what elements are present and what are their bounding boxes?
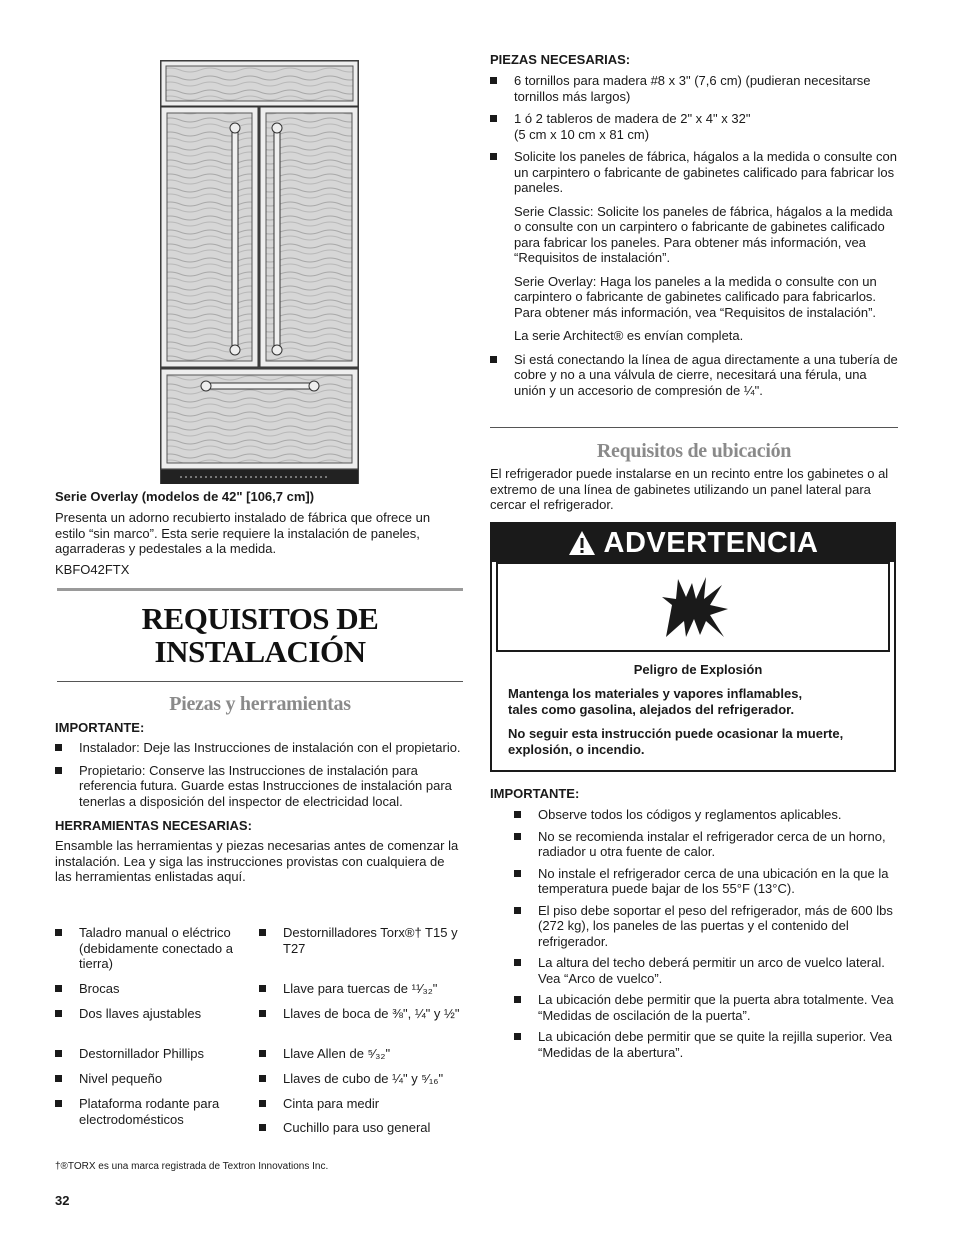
list-item: No se recomienda instalar el refrigerador cerca de un horno, radiador u otra fuente de calor. bbox=[514, 829, 898, 860]
bullet-icon bbox=[514, 959, 521, 966]
serie-classic-text: Serie Classic: Solicite los paneles de fábrica, hágalos a la medida o consulte con un carpintero o fabricante de gabinetes calificado para fabricar los paneles. Para obtener más información, vea “Requisitos de instalación”. bbox=[514, 203, 893, 265]
bullet-icon bbox=[514, 833, 521, 840]
list-item: Destornillador Phillips bbox=[55, 1046, 255, 1071]
warning-line2: tales como gasolina, alejados del refrigerador. bbox=[508, 702, 795, 717]
warning-header-text: ADVERTENCIA bbox=[603, 526, 819, 559]
bullet-icon bbox=[514, 1033, 521, 1040]
warning-line1: Mantenga los materiales y vapores inflamables, bbox=[508, 686, 803, 701]
list-item: Si está conectando la línea de agua directamente a una tubería de cobre y no a una válvula de cierre, necesitará una férula, una unión y un accesorio de compresión de ¼". bbox=[490, 352, 898, 399]
bullet-icon bbox=[55, 744, 62, 751]
list-item: Brocas bbox=[55, 981, 255, 1006]
bullet-icon bbox=[490, 115, 497, 122]
piezas-list bbox=[490, 73, 898, 196]
importante-section bbox=[55, 720, 463, 885]
list-item: Nivel pequeño bbox=[55, 1071, 255, 1096]
warning-header bbox=[492, 524, 894, 562]
list-item: No instale el refrigerador cerca de una ubicación en la que la temperatura puede bajar de los 55°F (13°C). bbox=[514, 866, 898, 897]
importante2-list bbox=[490, 807, 898, 1060]
bullet-icon bbox=[259, 1050, 266, 1057]
list-item: Observe todos los códigos y reglamentos aplicables. bbox=[514, 807, 898, 823]
herramientas-label: HERRAMIENTAS NECESARIAS: bbox=[55, 818, 252, 833]
herramientas-intro: Ensamble las herramientas y piezas necesarias antes de comenzar la instalación. Lea y siga las instrucciones provistas con cualquiera de las herramientas enlistadas aquí. bbox=[55, 838, 459, 884]
list-item: Taladro manual o eléctrico (debidamente conectado a tierra) bbox=[55, 925, 255, 981]
piezas-list-extra bbox=[490, 352, 898, 399]
heading-divider bbox=[490, 427, 898, 428]
list-item: Plataforma rodante para electrodomésticos bbox=[55, 1096, 255, 1127]
bullet-icon bbox=[490, 356, 497, 363]
bullet-icon bbox=[55, 1100, 62, 1107]
warning-box bbox=[490, 522, 896, 772]
list-item: Llaves de cubo de ¼" y ⁵⁄₁₆" bbox=[259, 1071, 464, 1096]
bullet-icon bbox=[259, 1075, 266, 1082]
bullet-icon bbox=[259, 985, 266, 992]
page-title-line1: REQUISITOS DE bbox=[141, 601, 379, 636]
bullet-icon bbox=[259, 1010, 266, 1017]
bullet-icon bbox=[55, 985, 62, 992]
warning-title: Peligro de Explosión bbox=[633, 662, 763, 677]
footnote: †®TORX es una marca registrada de Textron Innovations Inc. bbox=[55, 1161, 329, 1172]
list-item: Llaves de boca de ⅜", ¼" y ½" bbox=[259, 1006, 464, 1046]
importante2-label: IMPORTANTE: bbox=[490, 786, 580, 801]
bullet-icon bbox=[259, 929, 266, 936]
importante2-section bbox=[490, 786, 898, 1060]
warning-text bbox=[508, 662, 888, 758]
heading-divider bbox=[57, 681, 463, 682]
piezas-necesarias-label: PIEZAS NECESARIAS: bbox=[490, 52, 631, 67]
bullet-icon bbox=[55, 1050, 62, 1057]
piezas-herramientas-heading: Piezas y herramientas bbox=[169, 693, 351, 715]
tools-list-left bbox=[55, 925, 255, 1127]
list-item: La ubicación debe permitir que se quite la rejilla superior. Vea “Medidas de la abertura”. bbox=[514, 1029, 898, 1060]
bullet-icon bbox=[55, 929, 62, 936]
bullet-icon bbox=[490, 153, 497, 160]
bullet-icon bbox=[490, 77, 497, 84]
refrigerator-illustration bbox=[160, 60, 360, 485]
bullet-icon bbox=[514, 996, 521, 1003]
bullet-icon bbox=[259, 1124, 266, 1131]
page-number: 32 bbox=[55, 1193, 70, 1208]
tools-list-right bbox=[259, 925, 464, 1136]
explosion-symbol-box bbox=[496, 562, 890, 652]
figure-caption-body: Presenta un adorno recubierto instalado de fábrica que ofrece un estilo “sin marco”. Esta serie requiere la instalación de paneles, agarraderas y pedestales a la medida. bbox=[55, 510, 431, 556]
warning-line3: No seguir esta instrucción puede ocasionar la muerte, explosión, o incendio. bbox=[508, 726, 844, 757]
bullet-icon bbox=[55, 1075, 62, 1082]
bullet-icon bbox=[514, 870, 521, 877]
list-item: Instalador: Deje las Instrucciones de instalación con el propietario. bbox=[55, 740, 463, 756]
list-item: Propietario: Conserve las Instrucciones de instalación para referencia futura. Guarde estas Instrucciones de instalación para tenerlas a disposición del inspector de electricidad local. bbox=[55, 763, 463, 810]
list-item: Destornilladores Torx®† T15 y T27 bbox=[259, 925, 464, 981]
bullet-icon bbox=[259, 1100, 266, 1107]
importante-label: IMPORTANTE: bbox=[55, 720, 145, 735]
serie-architect-text: La serie Architect® es envían completa. bbox=[514, 328, 744, 343]
list-item: Solicite los paneles de fábrica, hágalos a la medida o consulte con un carpintero o fabricante de gabinetes calificado para fabricar los paneles. bbox=[490, 149, 898, 196]
page-title-line2: INSTALACIÓN bbox=[154, 634, 366, 669]
ubicacion-intro: El refrigerador puede instalarse en un recinto entre los gabinetes o al extremo de una línea de gabinetes utilizando un panel lateral para cercar el refrigerador. bbox=[490, 466, 889, 512]
explosion-icon bbox=[660, 575, 730, 639]
ubicacion-heading: Requisitos de ubicación bbox=[596, 440, 792, 462]
list-item: La ubicación debe permitir que la puerta abra totalmente. Vea “Medidas de oscilación de la puerta”. bbox=[514, 992, 898, 1023]
figure-caption-title: Serie Overlay (modelos de 42" [106,7 cm]) bbox=[55, 489, 315, 504]
list-item: 1 ó 2 tableros de madera de 2" x 4" x 32" (5 cm x 10 cm x 81 cm) bbox=[490, 111, 898, 142]
list-item: Llave para tuercas de ¹¹⁄₃₂" bbox=[259, 981, 464, 1006]
list-item: Cinta para medir bbox=[259, 1096, 464, 1120]
bullet-icon bbox=[55, 767, 62, 774]
list-item: Dos llaves ajustables bbox=[55, 1006, 255, 1046]
list-item: La altura del techo deberá permitir un arco de vuelco lateral. Vea “Arco de vuelco”. bbox=[514, 955, 898, 986]
section-divider bbox=[57, 588, 463, 591]
bullet-icon bbox=[514, 811, 521, 818]
piezas-necesarias-section bbox=[490, 52, 898, 398]
serie-overlay-text: Serie Overlay: Haga los paneles a la medida o consulte con un carpintero o fabricante de gabinetes calificado para fabricarlos. Para obtener más información, vea “Requisitos de instalación”. bbox=[514, 273, 877, 320]
page-title bbox=[57, 602, 463, 668]
list-item: 6 tornillos para madera #8 x 3" (7,6 cm) (pudieran necesitarse tornillos más largos) bbox=[490, 73, 898, 104]
bullet-icon bbox=[514, 907, 521, 914]
list-item: Cuchillo para uso general bbox=[259, 1120, 464, 1136]
list-item: El piso debe soportar el peso del refrigerador, más de 600 lbs (272 kg), los paneles de las puertas y el contenido del refrigerador. bbox=[514, 903, 898, 950]
model-number: KBFO42FTX bbox=[55, 562, 130, 577]
bullet-icon bbox=[55, 1010, 62, 1017]
list-item: Llave Allen de ⁵⁄₃₂" bbox=[259, 1046, 464, 1071]
warning-triangle-icon bbox=[568, 530, 596, 556]
importante-list bbox=[55, 740, 463, 809]
